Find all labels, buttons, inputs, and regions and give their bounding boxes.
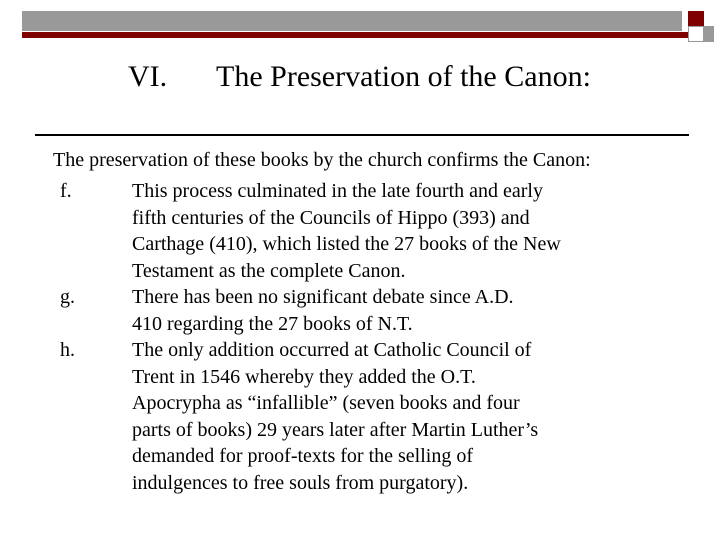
item-marker: h.: [60, 339, 75, 361]
decorative-square-red: [688, 11, 704, 27]
title-text: The Preservation of the Canon:: [216, 60, 591, 93]
item-line: Apocrypha as “infallible” (seven books and four: [132, 392, 520, 414]
item-marker: f.: [60, 180, 72, 202]
item-line: parts of books) 29 years later after Martin Luther’s: [132, 418, 539, 441]
title-underline: [35, 134, 689, 136]
item-line: fifth centuries of the Councils of Hippo (393) and: [132, 206, 530, 229]
intro-text: The preservation of these books by the church confirms the Canon:: [53, 149, 591, 171]
item-line: There has been no significant debate since A.D.: [132, 286, 514, 308]
item-line: Testament as the complete Canon.: [132, 259, 406, 282]
point-list: [60, 178, 660, 496]
item-text: [132, 337, 660, 496]
item-line: indulgences to free souls from purgatory).: [132, 471, 469, 494]
item-text: [132, 178, 660, 284]
header-accent-line: [22, 32, 708, 38]
decorative-square-gray: [704, 26, 714, 42]
item-text: [132, 284, 660, 337]
item-marker: g.: [60, 286, 75, 308]
decorative-square-outline: [688, 26, 704, 42]
header-decoration-bar: [22, 11, 682, 31]
item-line: Carthage (410), which listed the 27 books of the New: [132, 233, 561, 255]
item-line: This process culminated in the late fourth and early: [132, 180, 543, 202]
item-line: 410 regarding the 27 books of N.T.: [132, 312, 413, 335]
list-item: [60, 178, 660, 284]
section-number: VI.: [128, 60, 168, 93]
slide-title: [128, 60, 591, 94]
item-line: Trent in 1546 whereby they added the O.T.: [132, 365, 476, 388]
list-item: [60, 337, 660, 496]
list-item: [60, 284, 660, 337]
item-line: demanded for proof-texts for the selling of: [132, 445, 474, 467]
item-line: The only addition occurred at Catholic Council of: [132, 339, 532, 361]
